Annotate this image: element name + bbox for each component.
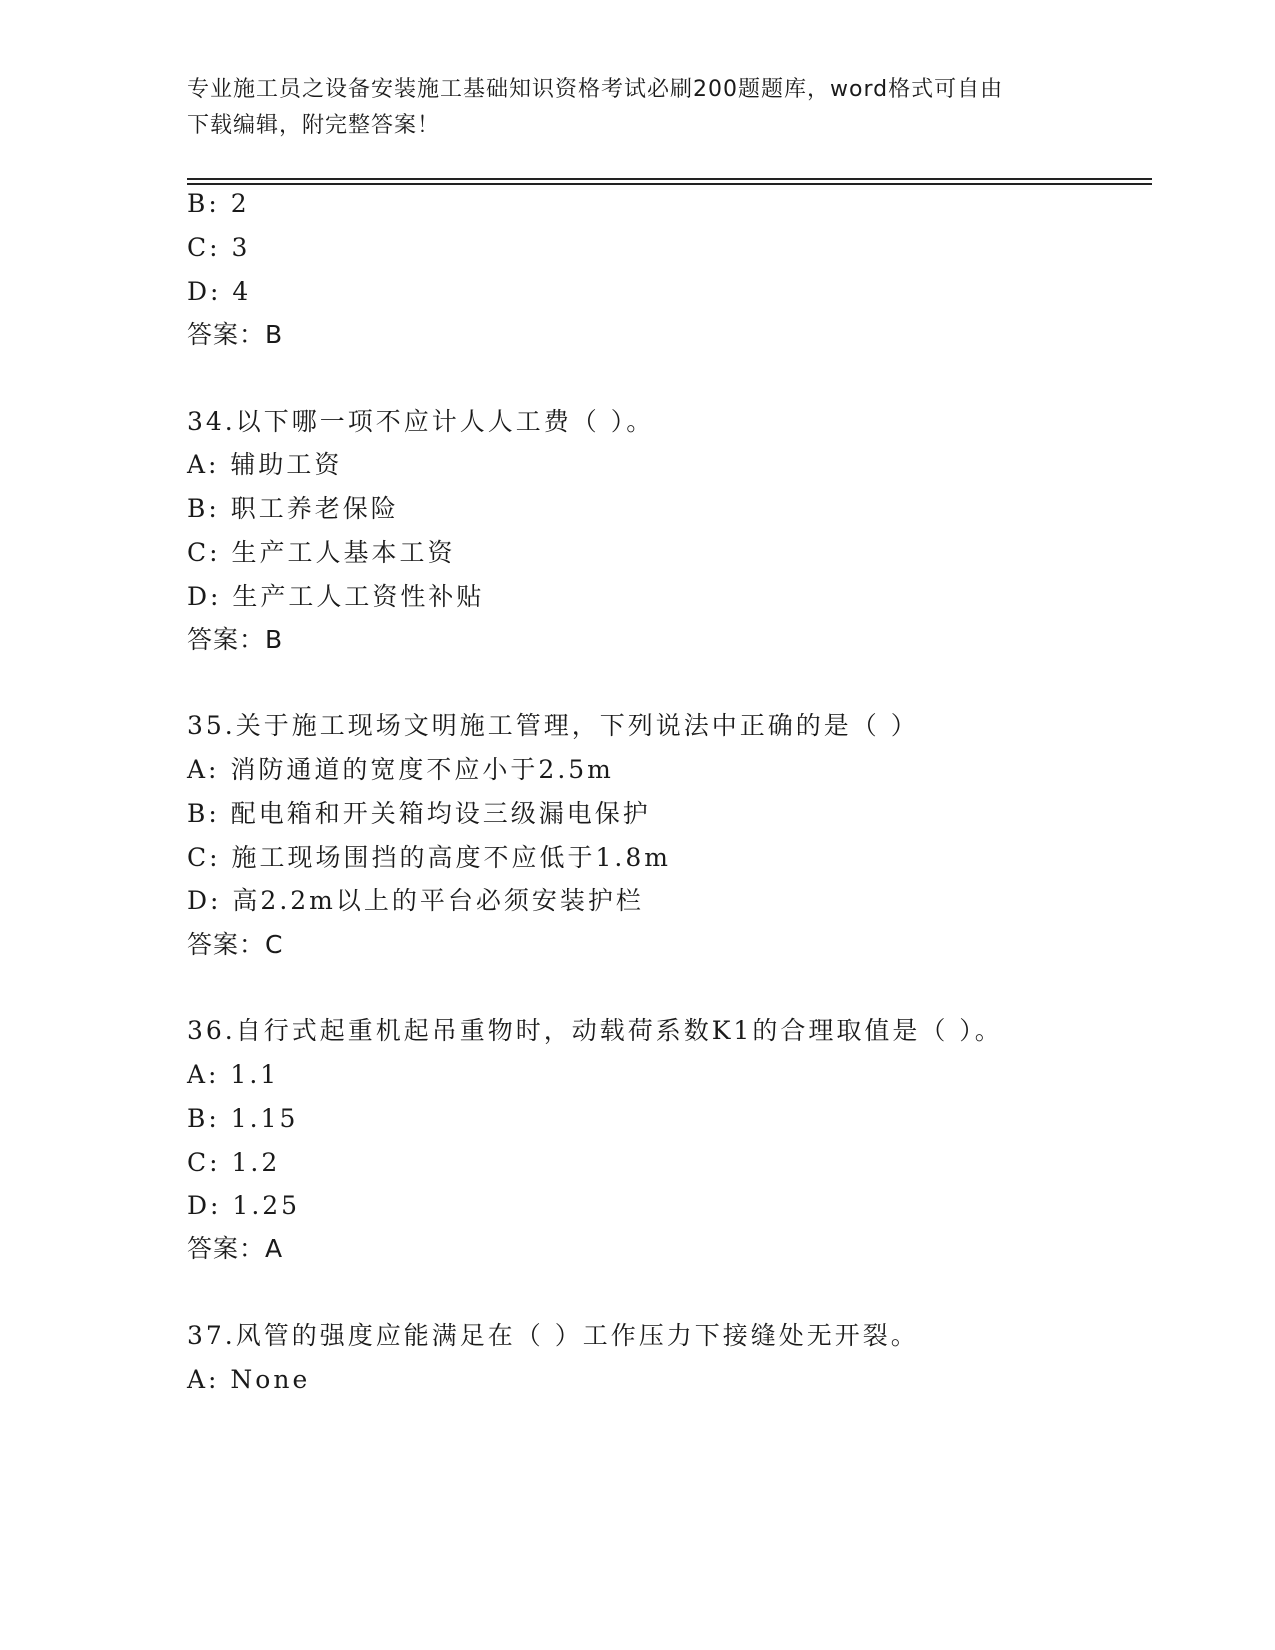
document-header (187, 72, 1067, 144)
option-c: C: 施工现场围挡的高度不应低于1.8m (187, 843, 671, 872)
option-d: D: 高2.2m以上的平台必须安装护栏 (187, 886, 644, 915)
header-rule-top (187, 178, 1152, 180)
header-rule-bottom (187, 183, 1152, 185)
header-line-2: 下载编辑，附完整答案！ (187, 113, 441, 138)
option-c: C: 3 (187, 233, 251, 262)
option-b: B: 配电箱和开关箱均设三级漏电保护 (187, 799, 651, 828)
answer-line: 答案：A (187, 1234, 284, 1263)
option-c: C: 生产工人基本工资 (187, 538, 456, 567)
option-a: A: 辅助工资 (187, 450, 343, 479)
question-stem: 37.风管的强度应能满足在（ ）工作压力下接缝处无开裂。 (187, 1321, 919, 1350)
question-stem: 35.关于施工现场文明施工管理，下列说法中正确的是（ ） (187, 711, 919, 740)
option-a: A: None (187, 1365, 311, 1394)
question-stem: 34.以下哪一项不应计人人工费（ ）。 (187, 407, 655, 436)
option-b: B: 职工养老保险 (187, 494, 399, 523)
answer-line: 答案：B (187, 625, 284, 654)
answer-line: 答案：C (187, 930, 284, 959)
option-b: B: 1.15 (187, 1104, 299, 1133)
question-stem: 36.自行式起重机起吊重物时，动载荷系数K1的合理取值是（ ）。 (187, 1016, 1003, 1045)
header-line-1: 专业施工员之设备安装施工基础知识资格考试必刷200题题库，word格式可自由 (187, 77, 1004, 102)
option-a: A: 消防通道的宽度不应小于2.5m (187, 755, 614, 784)
answer-line: 答案：B (187, 320, 284, 349)
option-a: A: 1.1 (187, 1060, 280, 1089)
option-d: D: 4 (187, 277, 252, 306)
option-d: D: 生产工人工资性补贴 (187, 582, 485, 611)
option-d: D: 1.25 (187, 1191, 301, 1220)
option-b: B: 2 (187, 189, 250, 218)
option-c: C: 1.2 (187, 1148, 281, 1177)
